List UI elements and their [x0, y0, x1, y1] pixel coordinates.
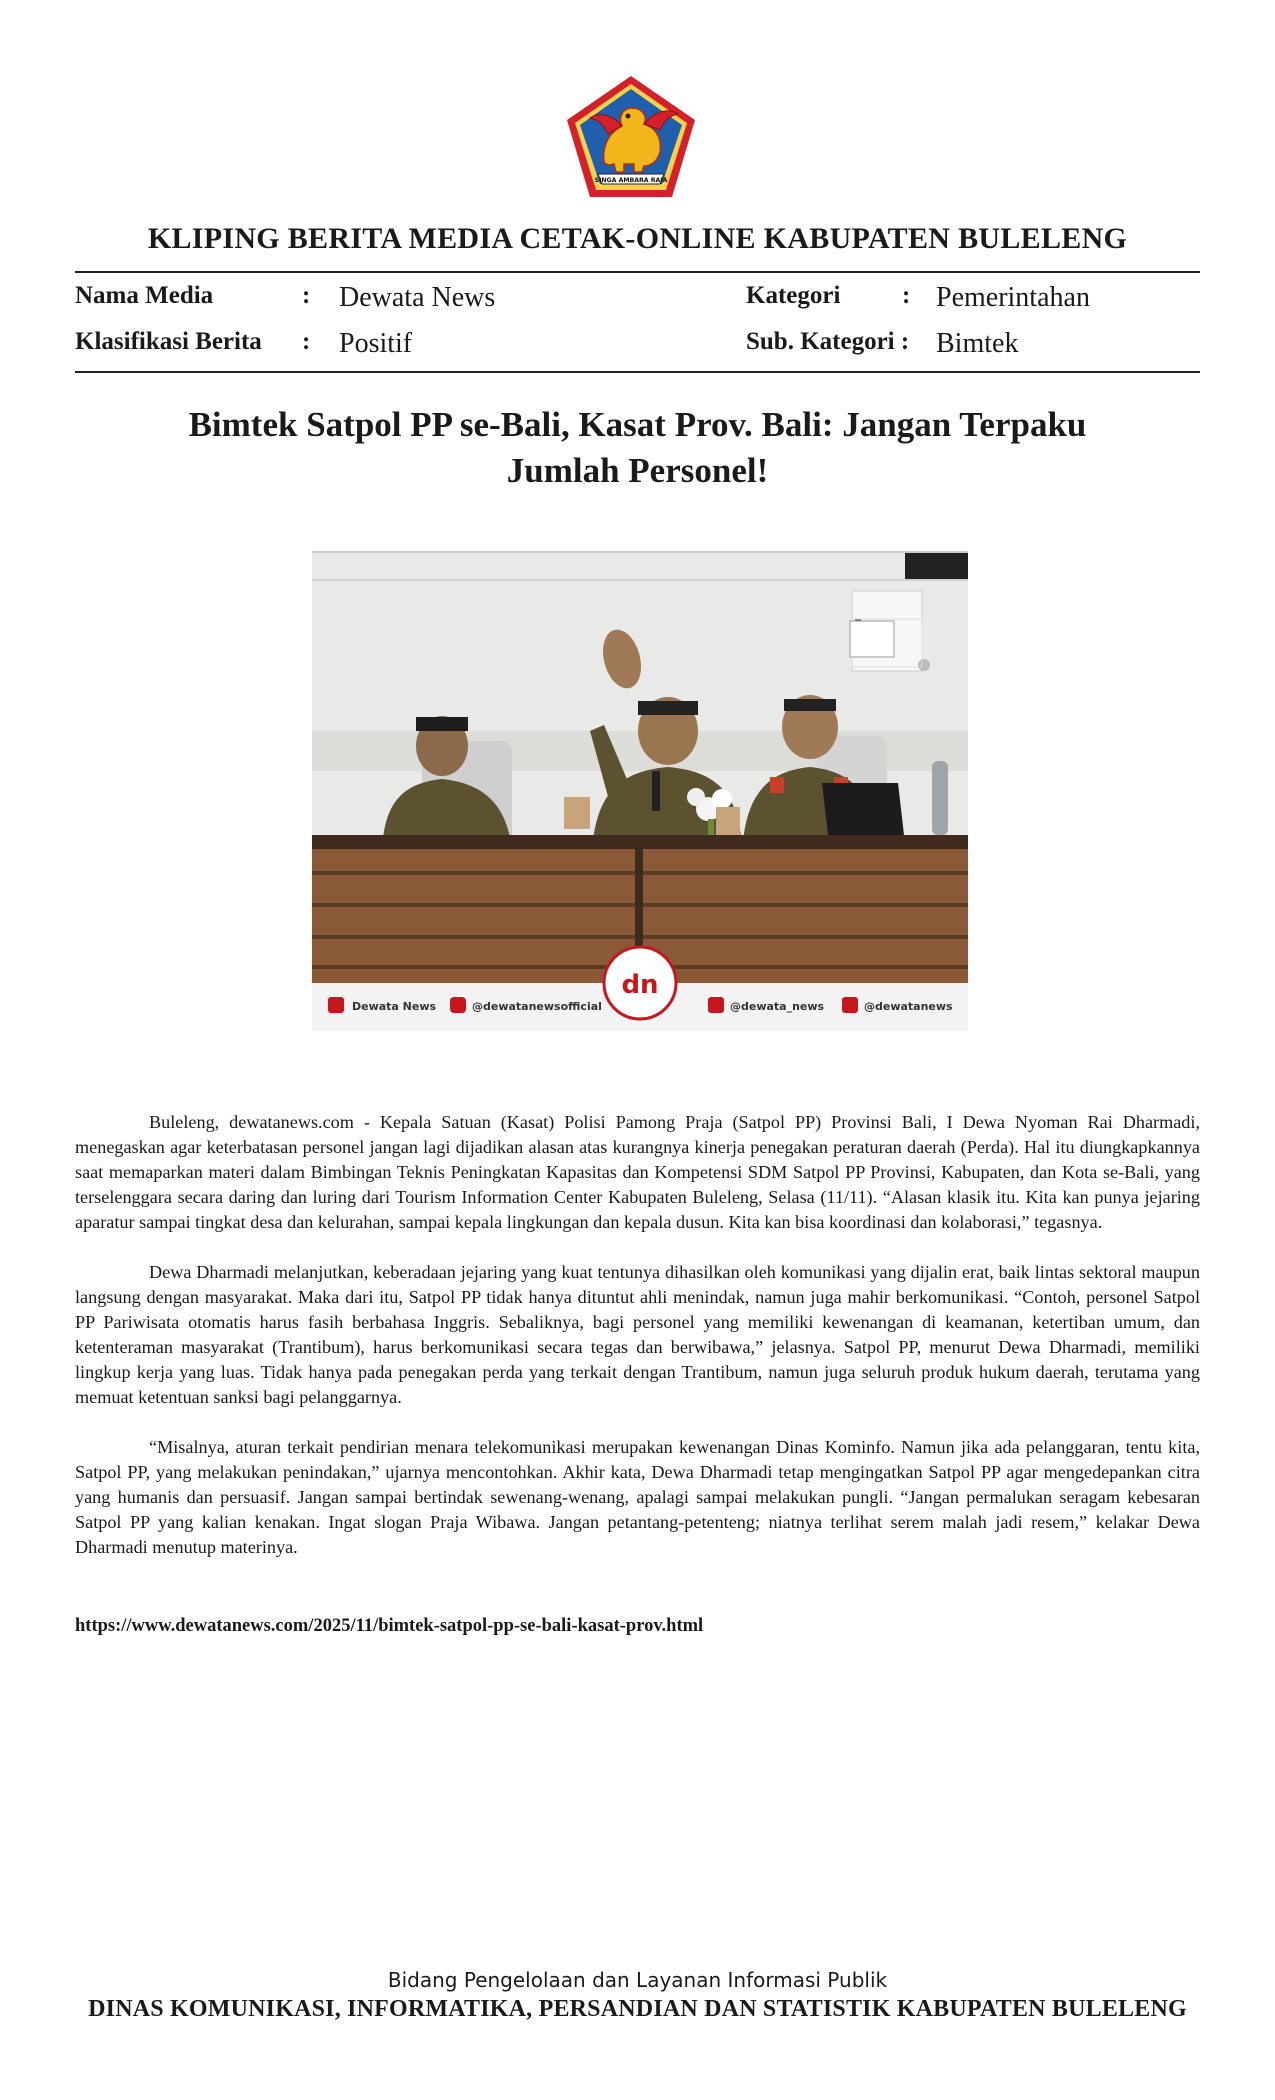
- footer-agency: DINAS KOMUNIKASI, INFORMATIKA, PERSANDIAN DAN STATISTIK KABUPATEN BULELENG: [88, 1996, 1187, 2022]
- article-paragraph-1: Buleleng, dewatanews.com - Kepala Satuan (Kasat) Polisi Pamong Praja (Satpol PP) Provinsi Bali, I Dewa Nyoman Rai Dharmadi, menegaskan agar keterbatasan personel jangan lagi dijadikan alasan atas kurangnya kinerja penegakan peraturan daerah (Perda). Hal itu diungkapkannya saat memaparkan materi dalam Bimbingan Teknis Peningkatan Kapasitas dan Kompetensi SDM Satpol PP Provinsi, Kabupaten, dan Kota se-Bali, yang terselenggara secara daring dan luring dari Tourism Information Center Kabupaten Buleleng, Selasa (11/11). “Alasan klasik itu. Kita kan punya jejaring aparatur sampai tingkat desa dan kelurahan, sampai kepala lingkungan dan kepala dusun. Kita kan bisa koordinasi dan kolaborasi,” tegasnya.: [75, 1112, 1200, 1232]
- article-paragraph-2: Dewa Dharmadi melanjutkan, keberadaan jejaring yang kuat tentunya dihasilkan oleh komunikasi yang dijalin erat, baik lintas sektoral maupun langsung dengan masyarakat. Maka dari itu, Satpol PP tidak hanya dituntut ahli menindak, namun juga mahir berkomunikasi. “Contoh, personel Satpol PP Pariwisata otomatis harus fasih berbahasa Inggris. Sebaliknya, bagi personel yang memiliki kewenangan di keamanan, ketertiban umum, dan ketenteraman masyarakat (Trantibum), harus berkomunikasi secara tegas dan berwibawa,” jelasnya. Satpol PP, menurut Dewa Dharmadi, memiliki lingkup kerja yang luas. Tidak hanya pada penegakan perda yang terkait dengan Trantibum, namun juga seluruh produk hukum daerah, terutama yang memuat ketentuan sanksi bagi pelanggarnya.: [75, 1262, 1200, 1407]
- headline-line-1: Bimtek Satpol PP se-Bali, Kasat Prov. Bali: Jangan Terpaku: [188, 405, 1087, 444]
- buleleng-regency-logo: [564, 74, 698, 200]
- photo-scene: [312, 551, 968, 1031]
- kategori-label: Kategori: [746, 282, 841, 309]
- header-rule-bottom: [75, 371, 1200, 373]
- article-paragraph-3: “Misalnya, aturan terkait pendirian menara telekomunikasi merupakan kewenangan Dinas Kominfo. Namun jika ada pelanggaran, tentu kita, Satpol PP, yang melakukan penindakan,” ujarnya mencontohkan. Akhir kata, Dewa Dharmadi tetap mengingatkan Satpol PP agar mengedepankan citra yang humanis dan persuasif. Jangan sampai bertindak sewenang-wenang, apalagi sampai melakukan pungli. “Jangan permalukan seragam kebesaran Satpol PP yang kalian kenakan. Ingat slogan Praja Wibawa. Jangan petantang-petenteng; niatnya terlihat serem malah jadi resem,” kelakar Dewa Dharmadi menutup materinya.: [75, 1437, 1200, 1557]
- kategori-colon: :: [902, 282, 911, 309]
- logo-motto: SINGA AMBARA RAJA: [594, 177, 668, 184]
- headline-line-2: Jumlah Personel!: [506, 451, 769, 490]
- footer-unit: Bidang Pengelolaan dan Layanan Informasi Publik: [387, 1968, 888, 1992]
- subkategori-value: Bimtek: [936, 328, 1019, 359]
- article-headline: [140, 402, 1135, 494]
- media-colon: :: [302, 282, 311, 309]
- subkategori-label: Sub. Kategori :: [746, 328, 910, 355]
- klasifikasi-label: Klasifikasi Berita: [75, 328, 262, 355]
- photo-instagram: @dewatanewsofficial: [472, 1000, 602, 1013]
- photo-brand: dn: [621, 970, 659, 1000]
- media-value: Dewata News: [339, 282, 496, 313]
- kategori-value: Pemerintahan: [936, 282, 1090, 313]
- header-rule-top: [75, 271, 1200, 273]
- article-body: [75, 1110, 1200, 1585]
- photo-facebook: Dewata News: [352, 1000, 437, 1013]
- article-source-url: https://www.dewatanews.com/2025/11/bimtek-satpol-pp-se-bali-kasat-prov.html: [75, 1616, 704, 1636]
- document-title: KLIPING BERITA MEDIA CETAK-ONLINE KABUPATEN BULELENG: [147, 222, 1128, 255]
- media-label: Nama Media: [75, 282, 214, 309]
- klasifikasi-colon: :: [302, 328, 311, 355]
- photo-tiktok: @dewatanews: [864, 1000, 953, 1013]
- klasifikasi-value: Positif: [339, 328, 413, 359]
- photo-twitter: @dewata_news: [730, 1000, 825, 1013]
- article-photo: [312, 551, 968, 1031]
